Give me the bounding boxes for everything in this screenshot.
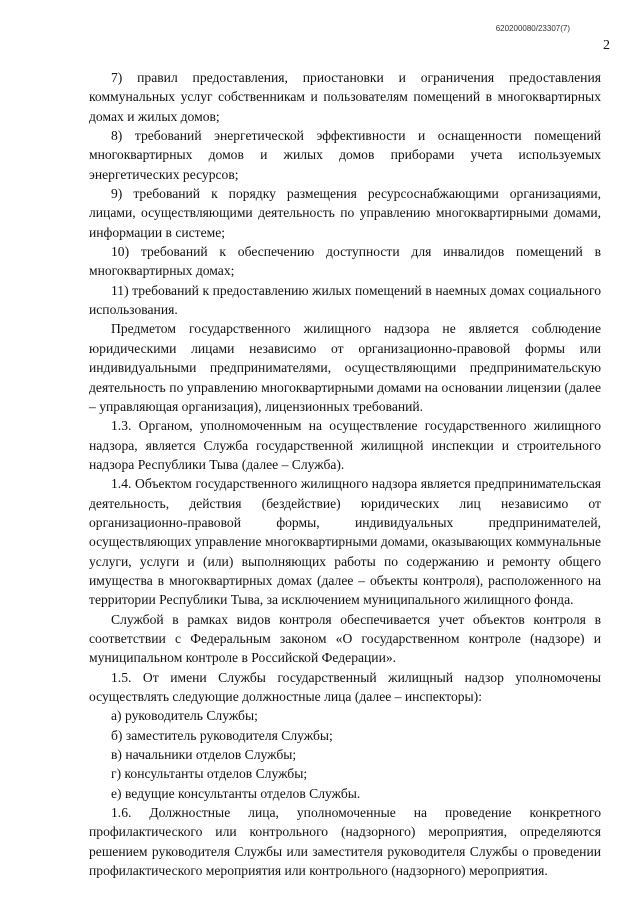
paragraph-item-7: 7) правил предоставления, приостановки и ограничения предоставления коммунальных услуг собственникам и пользователям помещений в многоквартирных домах и жилых домов; xyxy=(89,70,601,124)
paragraph-item-10: 10) требований к обеспечению доступности для инвалидов помещений в многоквартирных домах; xyxy=(89,244,601,279)
paragraph-1-4: 1.4. Объектом государственного жилищного надзора является предпринимательская деятельность, действия (бездействие) юридических лиц независимо от организационно-правовой формы, индивидуальных предпринимателей, осуществляющих управление многоквартирными домами, оказывающих коммунальные услуги, услуги и (или) выполняющих работы по содержанию и ремонту общего имущества в многоквартирных домах (далее – объекты контроля), расположенного на территории Республики Тыва, за исключением муниципального жилищного фонда. xyxy=(89,476,601,608)
list-item-a: а) руководитель Службы; xyxy=(111,708,258,724)
paragraph-1-6: 1.6. Должностные лица, уполномоченные на проведение конкретного профилактического или контрольного (надзорного) мероприятия, определяются решением руководителя Службы или заместителя руководителя Службы о проведении профилактического мероприятия или контрольного (надзорного) мероприятия. xyxy=(89,805,601,879)
paragraph-item-11: 11) требований к предоставлению жилых помещений в наемных домах социального использования. xyxy=(89,282,601,318)
paragraph-supervision-subject: Предметом государственного жилищного надзора не является соблюдение юридическими лицами независимо от организационно-правовой формы или индивидуальными предпринимателями, осуществляющими предпринимательскую деятельность по управлению многоквартирными домами на основании лицензии (далее – управляющая организация), лицензионных требований. xyxy=(89,321,601,414)
paragraph-object-accounting: Службой в рамках видов контроля обеспечивается учет объектов контроля в соответствии с Федеральным законом «О государственном контроле (надзоре) и муниципальном контроле в Российской Федерации». xyxy=(89,611,601,666)
paragraph-item-9: 9) требований к порядку размещения ресурсоснабжающими организациями, лицами, осуществляющими деятельность по управлению многоквартирными домами, информации в системе; xyxy=(89,186,601,240)
document-body xyxy=(89,68,601,880)
paragraph-1-3: 1.3. Органом, уполномоченным на осуществление государственного жилищного надзора, является Служба государственной жилищной инспекции и строительного надзора Республики Тыва (далее – Служба). xyxy=(89,418,601,472)
list-item-e: е) ведущие консультанты отделов Службы. xyxy=(111,785,361,801)
list-item-g: г) консультанты отделов Службы; xyxy=(111,766,308,782)
page-number: 2 xyxy=(603,38,610,53)
list-item-b: б) заместитель руководителя Службы; xyxy=(111,727,333,743)
paragraph-1-5: 1.5. От имени Службы государственный жилищный надзор уполномочены осуществлять следующие должностные лица (далее – инспекторы): xyxy=(89,669,601,704)
list-item-v: в) начальники отделов Службы; xyxy=(111,747,297,763)
paragraph-item-8: 8) требований энергетической эффективности и оснащенности помещений многоквартирных домов и жилых домов приборами учета используемых энергетических ресурсов; xyxy=(89,128,601,182)
document-code: 620200080/23307(7) xyxy=(495,24,570,33)
